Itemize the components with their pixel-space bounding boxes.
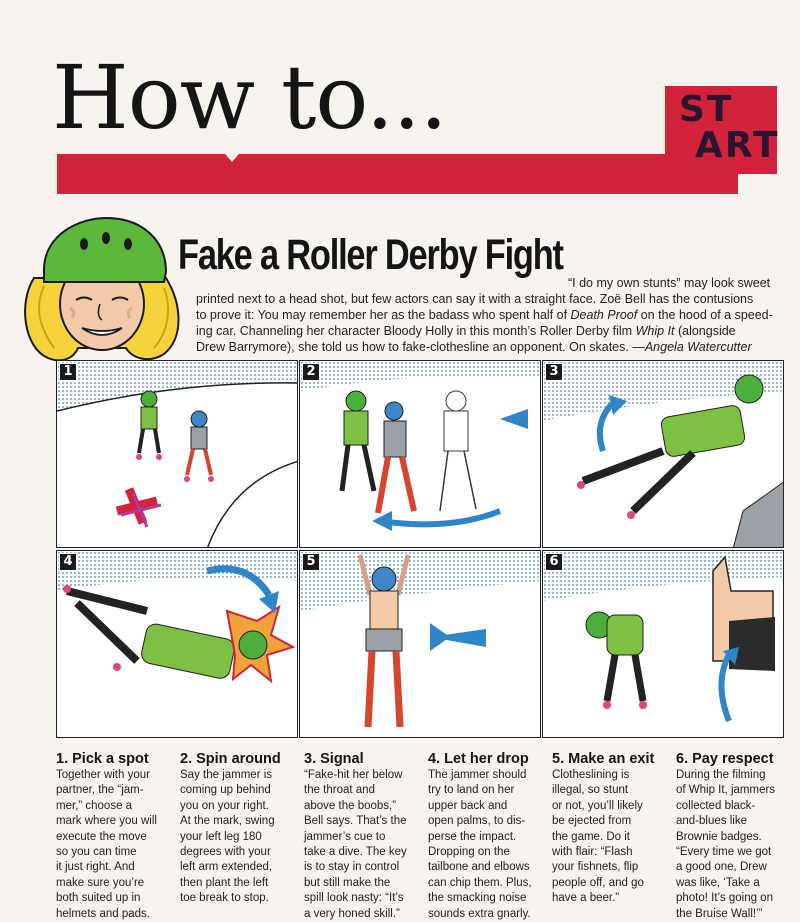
panel-number: 6 (545, 553, 563, 571)
step-text-line: the throat and (304, 784, 375, 797)
intro-film-title: Whip It (635, 324, 675, 338)
step-text-line: above the boobs,” (304, 799, 397, 812)
panel-4 (56, 550, 298, 738)
step-text-line: you on your right. (180, 799, 269, 812)
intro-line-1: “I do my own stunts” may look sweet (568, 276, 771, 290)
step-text-line: be ejected from (552, 815, 632, 828)
step-text-line: the Bruise Wall!’” (676, 907, 763, 920)
intro-text: ing car. Channeling her character Bloody Holly in this month’s Roller Derby film (196, 324, 633, 338)
step-text-line: Clotheslining is (552, 769, 630, 781)
step-text-line: both suited up in (56, 892, 141, 905)
panel-number: 2 (302, 363, 320, 381)
step-text-line: left arm extended, (180, 861, 273, 874)
step-text-line: then plant the left (180, 876, 269, 889)
panel-2 (299, 360, 541, 548)
step-text-line: Brownie badges. (676, 830, 762, 843)
step-text-line: of Whip It, jammers (676, 784, 776, 797)
start-logo-line2: ART (695, 125, 780, 166)
step-text-line: illegal, so stunt (552, 784, 629, 797)
step-text-line: your fishnets, flip (552, 861, 639, 874)
step-text-line: the game. Do it (552, 830, 630, 843)
step-text-line: At the mark, swing (180, 815, 275, 828)
panel-number: 4 (59, 553, 77, 571)
step-text-line: is to stay in control (304, 861, 400, 874)
step-3 (304, 750, 430, 922)
step-5 (552, 750, 678, 907)
illustration-panels (56, 360, 784, 740)
step-title: 6. Pay respect (676, 751, 774, 767)
step-text-line: your left leg 180 (180, 830, 262, 843)
step-text-line: or not, you’ll likely (552, 799, 643, 812)
step-2 (180, 750, 306, 907)
step-text-line: Together with your (56, 769, 150, 781)
step-text-line: coming up behind (180, 784, 271, 797)
step-text-line: upper back and (428, 799, 508, 812)
step-text-line: a very honed skill.” (304, 907, 400, 920)
step-4 (428, 750, 554, 922)
panel-3 (542, 360, 784, 548)
start-logo-line1: ST (679, 89, 734, 130)
step-text-line: “Fake-hit her below (304, 769, 403, 781)
step-text-line: perse the impact. (428, 830, 517, 843)
step-text-line: sounds extra gnarly. (428, 907, 531, 920)
intro-text: on the hood of a speed- (640, 308, 773, 322)
step-title: 4. Let her drop (428, 751, 529, 767)
panel-number: 1 (59, 363, 77, 381)
step-text-line: degrees with your (180, 846, 271, 859)
step-text-line: partner, the “jam- (56, 784, 144, 797)
step-title: 1. Pick a spot (56, 751, 149, 767)
intro-text: to prove it: You may remember her as the badass who spent half of (196, 308, 568, 322)
step-text-line: make sure you’re (56, 876, 145, 889)
step-text-line: photo! It’s going on (676, 892, 773, 905)
page-title: How to... (52, 46, 447, 149)
step-text-line: and-blues like (676, 815, 747, 828)
panel-1 (56, 360, 298, 548)
step-text-line: execute the move (56, 830, 147, 843)
step-text-line: helmets and pads. (56, 907, 150, 920)
step-text-line: have a beer.” (552, 892, 620, 905)
step-text-line: spill look nasty: “It’s (304, 892, 404, 905)
step-title: 5. Make an exit (552, 751, 655, 767)
step-text-line: so you can time (56, 846, 137, 859)
header-red-bar (57, 154, 738, 194)
panel-number: 3 (545, 363, 563, 381)
step-text-line: with flair: “Flash (552, 846, 633, 859)
step-text-line: people off, and go (552, 876, 644, 889)
panel-number: 5 (302, 553, 320, 571)
step-text-line: open palms, to dis- (428, 815, 526, 828)
start-logo (665, 86, 780, 174)
step-text-line: try to land on her (428, 784, 515, 797)
header-bar-notch (220, 148, 244, 162)
step-text-line: mer,” choose a (56, 799, 133, 812)
step-text-line: Dropping on the (428, 846, 510, 859)
step-text-line: Say the jammer is (180, 769, 273, 781)
step-text-line: “Every time we got (676, 846, 772, 859)
step-title: 2. Spin around (180, 751, 281, 767)
step-text-line: jammer’s cue to (304, 830, 386, 843)
step-text-line: collected black- (676, 799, 756, 812)
step-text-line: was like, ‘Take a (676, 876, 760, 889)
step-text-line: take a dive. The key (304, 846, 407, 859)
step-text-line: During the filming (676, 769, 766, 781)
intro-film-title: Death Proof (570, 308, 638, 322)
step-text-line: a good one, Drew (676, 861, 767, 874)
article-title: Fake a Roller Derby Fight (178, 231, 563, 279)
panel-5 (299, 550, 541, 738)
intro-line-3 (196, 307, 773, 324)
step-text-line: tailbone and elbows (428, 861, 530, 874)
step-title: 3. Signal (304, 751, 364, 767)
intro-line-5 (196, 339, 752, 356)
intro-text: Drew Barrymore), she told us how to fake-clothesline an opponent. On skates. (196, 340, 629, 354)
step-1 (56, 750, 182, 922)
step-text-line: the smacking noise (428, 892, 527, 905)
intro-text: (alongside (677, 324, 736, 338)
step-text-line: Bell says. That’s the (304, 815, 407, 828)
intro-line-4 (196, 323, 736, 340)
step-text-line: mark where you will (56, 815, 157, 828)
step-text-line: The jammer should (428, 769, 527, 781)
headshot-illustration (14, 208, 186, 368)
step-text-line: but still make the (304, 876, 391, 889)
step-text-line: it just right. And (56, 861, 135, 874)
intro-line-2: printed next to a head shot, but few actors can say it with a straight face. Zoë Bell has the contusions (196, 292, 754, 306)
panel-6 (542, 550, 784, 738)
step-text-line: toe break to stop. (180, 892, 269, 905)
step-6 (676, 750, 800, 922)
step-text-line: can chip them. Plus, (428, 876, 532, 889)
intro-byline: —Angela Watercutter (632, 340, 752, 354)
